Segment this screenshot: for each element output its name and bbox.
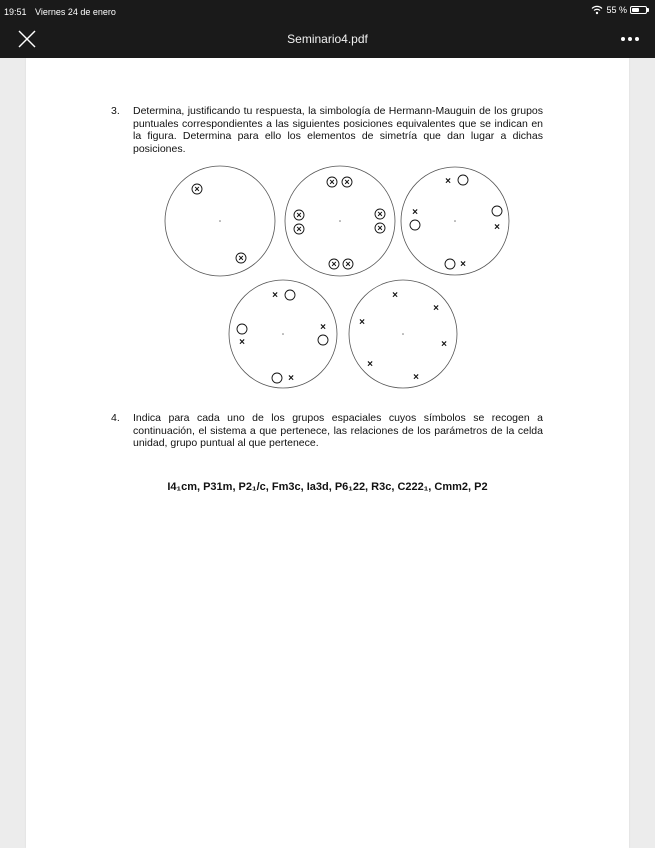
position-marker [375, 223, 385, 233]
status-time: 19:51 [4, 7, 27, 17]
document-title: Seminario4.pdf [287, 32, 368, 46]
svg-text:×: × [194, 184, 200, 194]
svg-text:×: × [359, 317, 365, 328]
more-options-button[interactable] [617, 28, 643, 50]
position-marker [329, 259, 339, 269]
svg-text:×: × [433, 303, 439, 314]
svg-text:×: × [413, 372, 419, 383]
svg-text:×: × [392, 290, 398, 301]
wifi-icon [591, 5, 603, 15]
svg-text:×: × [377, 209, 383, 219]
status-date: Viernes 24 de enero [35, 7, 116, 17]
svg-text:×: × [460, 259, 466, 270]
stereogram-1 [165, 166, 275, 276]
position-marker [294, 210, 304, 220]
svg-text:×: × [272, 290, 278, 301]
battery-icon [630, 6, 647, 14]
position-marker [236, 253, 246, 263]
more-icon [617, 28, 643, 50]
svg-text:×: × [239, 337, 245, 348]
svg-text:×: × [288, 373, 294, 384]
stereogram-2 [285, 166, 395, 276]
position-marker [342, 177, 352, 187]
position-marker [327, 177, 337, 187]
pdf-viewer[interactable] [0, 58, 655, 848]
status-indicators [591, 5, 647, 15]
svg-text:×: × [331, 259, 337, 269]
svg-text:×: × [344, 177, 350, 187]
position-marker [294, 224, 304, 234]
stereograms-figure [26, 58, 629, 408]
position-marker [192, 184, 202, 194]
position-marker [375, 209, 385, 219]
question-3-number: 3. [111, 105, 120, 117]
svg-text:×: × [296, 224, 302, 234]
question-4 [111, 412, 551, 452]
pdf-page [26, 58, 629, 848]
question-3-text: Determina, justificando tu respuesta, la simbología de Hermann-Mauguin de los grupos puntuales correspondientes a las siguientes posiciones equivalentes que se indican en la figura. Determina para ello los elementos de simetría que dan lugar a dichas posiciones. [133, 105, 543, 155]
svg-text:×: × [329, 177, 335, 187]
svg-text:×: × [238, 253, 244, 263]
svg-text:×: × [345, 259, 351, 269]
question-4-text: Indica para cada uno de los grupos espaciales cuyos símbolos se recogen a continuación, el sistema a que pertenece, las relaciones de los parámetros de la celda unidad, grupo puntual al que pertenece. [133, 412, 543, 449]
svg-text:×: × [367, 359, 373, 370]
stereogram-5 [349, 280, 457, 388]
space-groups-list: I4₁cm, P31m, P2₁/c, Fm3c, Ia3d, P6₁22, R3c, C222₁, Cmm2, P2 [167, 481, 488, 493]
svg-text:×: × [494, 222, 500, 233]
battery-percent: 55 % [606, 5, 627, 15]
battery-fill [632, 8, 639, 12]
svg-text:×: × [377, 223, 383, 233]
position-marker [343, 259, 353, 269]
nav-bar [0, 20, 655, 58]
stereogram-3 [401, 167, 509, 275]
battery-cap [647, 8, 649, 12]
svg-text:×: × [296, 210, 302, 220]
svg-text:×: × [441, 339, 447, 350]
svg-text:×: × [445, 176, 451, 187]
question-4-number: 4. [111, 412, 120, 424]
svg-text:×: × [320, 322, 326, 333]
status-bar [0, 0, 655, 20]
stereogram-4 [229, 280, 337, 388]
svg-text:×: × [412, 207, 418, 218]
